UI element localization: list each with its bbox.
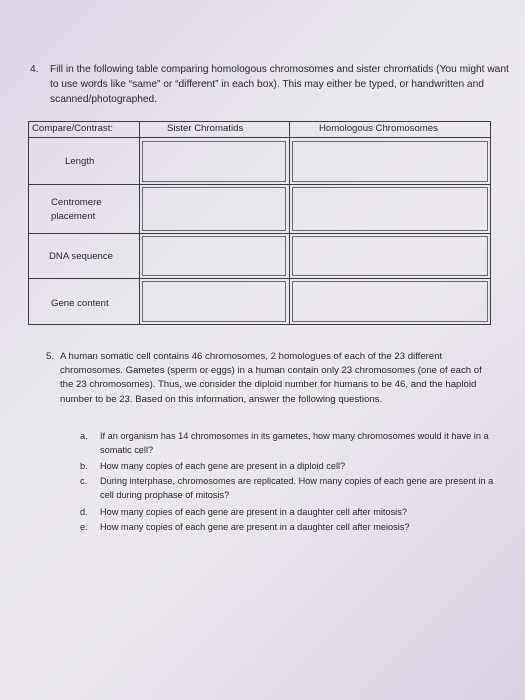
question-5c-letter: c. <box>80 476 88 486</box>
question-5d <box>80 506 495 520</box>
question-5e-letter: e. <box>80 522 88 532</box>
question-5 <box>46 350 496 407</box>
cell-dna-sister[interactable] <box>142 236 286 276</box>
question-5b <box>80 460 490 474</box>
cell-length-homologous[interactable] <box>292 141 488 182</box>
row-label-centromere-placement: Centromere placement <box>51 197 102 222</box>
header-sister-chromatids: Sister Chromatids <box>167 123 244 134</box>
question-4 <box>30 62 510 107</box>
question-5e <box>80 521 495 535</box>
row-label-dna-sequence: DNA sequence <box>49 251 113 262</box>
header-homologous-chromosomes: Homologous Chromosomes <box>319 123 438 134</box>
row-label-length: Length <box>65 156 95 167</box>
question-4-number: 4. <box>30 64 39 75</box>
question-5-text: A human somatic cell contains 46 chromosomes, 2 homologues of each of the 23 different chromosomes. Gametes (sperm or eggs) in a human contain only 23 chromosomes (one of each of the 23 chromosomes). Thus, we consider the diploid number for humans to be 46, and the haploid number to be 23. Based on this information, answer the following questions. <box>60 351 482 405</box>
header-compare-contrast: Compare/Contrast: <box>32 123 114 134</box>
row-divider-3 <box>29 278 490 279</box>
question-5d-text: How many copies of each gene are present in a daughter cell after mitosis? <box>100 507 407 517</box>
question-5b-letter: b. <box>80 461 88 471</box>
cell-gene-sister[interactable] <box>142 281 286 322</box>
column-divider-1 <box>139 122 140 324</box>
row-divider-2 <box>29 233 490 234</box>
cell-centromere-homologous[interactable] <box>292 187 488 231</box>
row-label-gene-content: Gene content <box>51 298 109 309</box>
table-header-row <box>29 122 490 138</box>
question-5d-letter: d. <box>80 507 88 517</box>
question-5c <box>80 475 495 502</box>
cell-centromere-sister[interactable] <box>142 187 286 231</box>
column-divider-2 <box>289 122 290 324</box>
cell-dna-homologous[interactable] <box>292 236 488 276</box>
question-5b-text: How many copies of each gene are present in a diploid cell? <box>100 461 346 471</box>
question-4-text: Fill in the following table comparing homologous chromosomes and sister chromatids (You might want to use words like “same” or “different” in each box). This may either be typed, or handwritten and scanned/photographed. <box>50 64 509 105</box>
row-divider-1 <box>29 184 490 185</box>
question-5a-letter: a. <box>80 431 88 441</box>
question-5a-text: If an organism has 14 chromosomes in its gametes, how many chromosomes would it have in a somatic cell? <box>100 431 489 455</box>
question-5-number: 5. <box>46 351 55 362</box>
question-5a <box>80 430 490 457</box>
question-5e-text: How many copies of each gene are present in a daughter cell after meiosis? <box>100 522 410 532</box>
cell-gene-homologous[interactable] <box>292 281 488 322</box>
question-5c-text: During interphase, chromosomes are replicated. How many copies of each gene are present in a cell during prophase of mitosis? <box>100 476 494 500</box>
comparison-table <box>28 121 491 325</box>
